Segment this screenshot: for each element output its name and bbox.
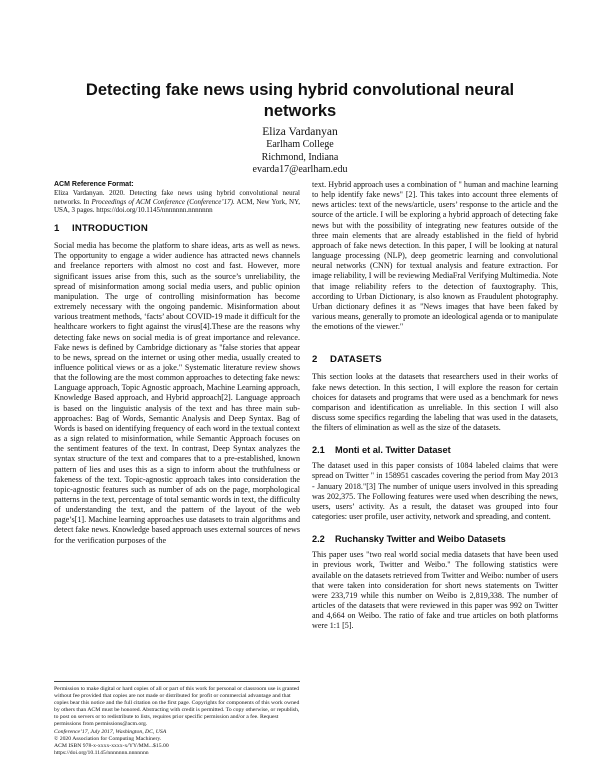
reference-text-before: Eliza Vardanyan. 2020. Detecting fake news using hybrid convolutional neural networks. In xyxy=(54,189,300,206)
author-location: Richmond, Indiana xyxy=(261,151,339,163)
footnote-permission-text: Permission to make digital or hard copies of all or part of this work for personal or classroom use is granted without fee provided that copies are not made or distributed for profit or commercial advantage and that copies bear this notice and the full citation on the first page. Copyrights for components of this work owned by others than ACM must be honored. Abstracting with credit is permitted. To copy otherwise, or republish, to post on servers or to redistribute to lists, requires prior specific permission and/or a fee. Request permissions from permissions@acm.org. xyxy=(54,686,300,728)
paper-title: Detecting fake news using hybrid convolutional neural networks xyxy=(85,81,515,120)
monti-paragraph: The dataset used in this paper consists of 1084 labeled claims that were spread on Twitter " in 158951 cascades covering the period from May 2013 - January 2018."[3] The number of unique users involved in this spreading was 202,375. The Following features were used when describing the news, users, users’ activity. As a result, the dataset was grouped into four categories: user profile, user activity, network and spreading, and content. xyxy=(312,461,558,522)
section-number-intro: 1 xyxy=(54,223,60,235)
reference-text-after: ACM, New York, NY, USA, 3 pages. https://doi.org/10.1145/nnnnnnn.nnnnnnn xyxy=(54,197,300,215)
footnote-doi: https://doi.org/10.1145/nnnnnnn.nnnnnnn xyxy=(54,749,149,756)
author-email: evarda17@earlham.edu xyxy=(252,164,348,175)
left-column xyxy=(54,180,300,546)
intro-paragraph: Social media has become the platform to share ideas, arts as well as news. The opportunity to engage a wider audience has attracted news channels and freelance reporters with almost no cost and fast. However, more significant issues arise from this, such as the source’s unreliability, the spread of misinformation among social media users, and public opinion manipulation. The urge of controlling misinformation has become extremely necessary with the ongoing pandemic. Misinformation about various treatment methods, ‘facts’ about COVID-19 made it difficult for the healthcare workers to fight against the virus[4].These are the reasons why detecting fake news on social media is of great importance and relevance. Fake news is defined by Cambridge dictionary as "false stories that appear to be news, spread on the internet or using other media, usually created to influence political views or as a joke." Systematic literature review shows that the following are the most common approaches to detecting fake news: Language approach, Topic Agnostic approach, Machine Learning approach, Knowledge Based approach, and Hybrid approach[2]. Language approach is based on the linguistic analysis of the text and has three main sub-approaches: Bag of Words, Semantic Analysis and Deep Syntax. Bag of Words is based on identifying frequency of each word in the textual context as a sign related to misinformation, while Semantic Approach focuses on the sentiment features of the text. In contrast, Deep Syntax analyzes the syntax structure of the text and compares that to a pre-established, known pattern of lies and uses this as a sign to inform about the truthfulness or fakeness of the text. Topic-agnostic approach takes into consideration the topic-agnostic features such as number of ads on the page, morphological patterns in the text, percentage of total semantic words in text, the difficulty of understanding the text, and the pattern of the layout of the web page’s[1]. Machine learning approaches use datasets to train algorithms and detect fake news. Knowledge based approach uses external sources of news for the verification purposes of the xyxy=(54,241,300,545)
reference-format-heading: ACM Reference Format: xyxy=(54,181,134,188)
ruchansky-paragraph: This paper uses "two real world social media datasets that have been used in previous work, Twitter and Weibo." The following statistics were available on the datasets retrieved from Twitter and Weibo: number of users that were taken into consideration for short news statements on Twitter were 233,719 while this number on Weibo is 2,819,338. The number of articles of the datasets that were reviewed in this paper was 992 on Twitter and 4,664 on Weibo. The ratio of fake and true articles on both platforms were 1:1 [5]. xyxy=(312,550,558,631)
subsection-title-ruchansky: Ruchansky Twitter and Weibo Datasets xyxy=(335,534,506,545)
footnote-rule xyxy=(54,681,300,682)
footnote-isbn: ACM ISBN 978-x-xxxx-xxxx-x/YY/MM...$15.00 xyxy=(54,742,169,749)
subsection-heading-monti xyxy=(312,445,558,456)
section-heading-datasets xyxy=(312,354,558,366)
permission-footnote xyxy=(54,686,300,757)
section-number-datasets: 2 xyxy=(312,354,318,366)
footnote-copyright: © 2020 Association for Computing Machinery. xyxy=(54,735,162,742)
author-name: Eliza Vardanyan xyxy=(262,126,338,138)
footnote-conference: Conference’17, July 2017, Washington, DC, USA xyxy=(54,728,167,735)
section-title-intro: INTRODUCTION xyxy=(72,223,148,235)
section-title-datasets: DATASETS xyxy=(330,354,382,366)
section-heading-intro xyxy=(54,223,300,235)
author-block xyxy=(0,125,600,177)
subsection-number-ruchansky: 2.2 xyxy=(312,534,325,545)
datasets-paragraph: This section looks at the datasets that researchers used in their works of fake news detection. In this section, I will explore the reason for certain choices for datasets and programs that were used as a benchmark for news comparison and identification as unreliable. In this section I will also discuss some specifics regarding the labeling that was used in the datasets, the filters of elimination as well as the size of the datasets. xyxy=(312,372,558,433)
subsection-number-monti: 2.1 xyxy=(312,445,325,456)
right-column xyxy=(312,180,558,631)
author-affiliation: Earlham College xyxy=(266,139,334,150)
subsection-title-monti: Monti et al. Twitter Dataset xyxy=(335,445,451,456)
intro-paragraph-continued: text. Hybrid approach uses a combination of " human and machine learning to help identify fake news" [2]. This takes into account three elements of news articles: text of the news/article, users’ response to the article and the source of the article. I will be exploring a hybrid approach of detecting fake news but with the possibility of integrating new features outside of the three main elements that are already established in the field of hybrid approach of fake news detection. In this paper, I will be looking at natural language processing (NLP), deep geometric learning and convolutional neural networks (CNN) for textual analysis and feature extraction. For image reliability, I will be reviewing MediaFral Verifying Multimedia. Note that image reliability refers to the detection of fauxtography. This, according to Urban Dictionary, is also known as Fraudulent photography. Urban dictionary defines it as "News images that have been faked by various means, generally to promote an ideological agenda or to manipulate the emotions of the viewer." xyxy=(312,180,558,332)
reference-format-text xyxy=(54,189,300,215)
reference-venue: Proceedings of ACM Conference (Conference’17). xyxy=(91,197,235,206)
subsection-heading-ruchansky xyxy=(312,534,558,545)
